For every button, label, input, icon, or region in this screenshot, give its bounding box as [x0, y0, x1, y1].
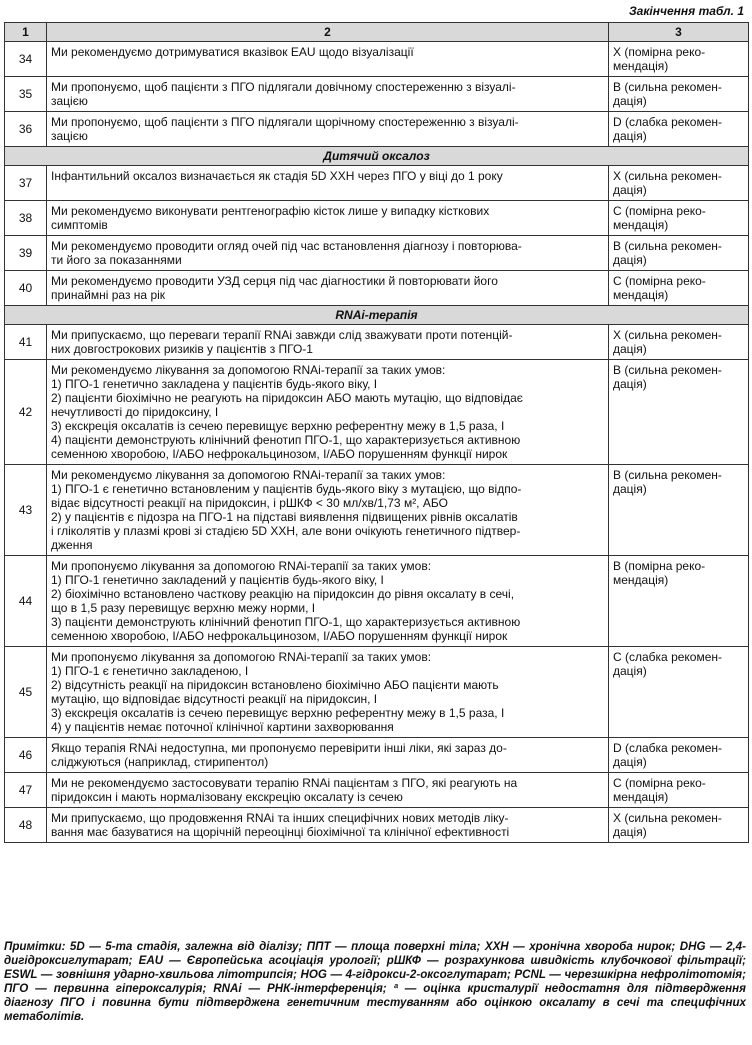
- recommendation-grade: [609, 77, 749, 112]
- recommendation-text: [47, 808, 609, 843]
- recommendation-line: семенною хворобою, І/АБО нефрокальцинозом, І/АБО порушенням функції нирок: [51, 629, 508, 643]
- grade-line: мендація): [613, 790, 669, 804]
- recommendation-grade: [609, 112, 749, 147]
- grade-line: X (сильна рекомен-: [613, 169, 722, 183]
- table-row: [5, 236, 749, 271]
- table-row: [5, 360, 749, 465]
- grade-line: дація): [613, 253, 647, 267]
- section-header-row: [5, 147, 749, 166]
- grade-line: X (сильна рекомен-: [613, 328, 722, 342]
- row-number: 39: [5, 236, 47, 271]
- table-row: [5, 465, 749, 556]
- recommendation-line: 2) біохімічно встановлено часткову реакцію на піридоксин до рівня оксалату в сечі,: [51, 587, 515, 601]
- recommendation-line: Ми рекомендуємо лікування за допомогою RNAi-терапії за таких умов:: [51, 363, 446, 377]
- recommendation-line: Якщо терапія RNAi недоступна, ми пропонуємо перевірити інші ліки, які зараз до-: [51, 741, 507, 755]
- recommendation-grade: [609, 808, 749, 843]
- recommendation-line: Інфантильний оксалоз визначається як стадія 5D ХХН через ПГО у віці до 1 року: [51, 169, 503, 183]
- recommendation-text: [47, 166, 609, 201]
- grade-line: B (сильна рекомен-: [613, 80, 722, 94]
- table-row: [5, 271, 749, 306]
- row-number: 43: [5, 465, 47, 556]
- table-row: [5, 112, 749, 147]
- recommendation-grade: [609, 360, 749, 465]
- table-row: [5, 201, 749, 236]
- table-row: [5, 738, 749, 773]
- recommendation-line: 2) у пацієнтів є підозра на ПГО-1 на підставі виявлення підвищених рівнів оксалатів: [51, 510, 518, 524]
- row-number: 35: [5, 77, 47, 112]
- table-notes: Примітки: 5D — 5-та стадія, залежна від діалізу; ППТ — площа поверхні тіла; ХХН — хронічна хвороба нирок; DHG — 2,4-дигідроксиглутарат; EAU — Європейська асоціація урології; рШКФ — розрахункова швидкість клубочкової фільтрації; ESWL — зовнішня ударно-хвильова літотрипсія; HOG — 4-гідрокси-2-оксоглутарат; PCNL — черезшкірна нефролітотомія; ПГО — первинна гіпероксалурія; RNAi — РНК-інтерференція; ª — оцінка кристалурії недостатня для підтвердження діагнозу ПГО і повинна бути підтверджена генетичним тестуванням або оцінкою оксалату в сечі та специфічних метаболітів.: [4, 940, 746, 1023]
- recommendation-grade: [609, 42, 749, 77]
- recommendation-line: що в 1,5 разу перевищує верхню межу норми, І: [51, 601, 316, 615]
- grade-line: D (слабка рекомен-: [613, 115, 723, 129]
- row-number: 47: [5, 773, 47, 808]
- recommendation-line: Ми пропонуємо, щоб пацієнти з ПГО підлягали довічному спостереженню з візуалі-: [51, 80, 516, 94]
- row-number: 38: [5, 201, 47, 236]
- grade-line: дація): [613, 183, 647, 197]
- recommendation-text: [47, 556, 609, 647]
- recommendation-grade: [609, 201, 749, 236]
- grade-line: C (помірна реко-: [613, 274, 706, 288]
- recommendation-line: 4) у пацієнтів немає поточної клінічної картини захворювання: [51, 720, 394, 734]
- recommendation-line: принаймні раз на рік: [51, 288, 166, 302]
- recommendation-line: 1) ПГО-1 генетично закладений у пацієнтів будь-якого віку, І: [51, 573, 384, 587]
- recommendation-line: мутацію, що відповідає відсутності реакції на піридоксин, І: [51, 692, 378, 706]
- table-row: [5, 556, 749, 647]
- grade-line: B (сильна рекомен-: [613, 363, 722, 377]
- column-header: 1: [5, 23, 47, 42]
- recommendation-text: [47, 738, 609, 773]
- recommendation-text: [47, 201, 609, 236]
- recommendation-grade: [609, 556, 749, 647]
- recommendation-text: [47, 647, 609, 738]
- row-number: 34: [5, 42, 47, 77]
- recommendation-line: Ми пропонуємо лікування за допомогою RNAi-терапії за таких умов:: [51, 650, 432, 664]
- recommendation-line: Ми рекомендуємо проводити УЗД серця під час діагностики й повторювати його: [51, 274, 498, 288]
- recommendation-line: сліджуються (наприклад, стирипентол): [51, 755, 269, 769]
- recommendation-grade: [609, 166, 749, 201]
- recommendation-text: [47, 773, 609, 808]
- recommendation-text: [47, 325, 609, 360]
- recommendation-grade: [609, 325, 749, 360]
- grade-line: дація): [613, 342, 647, 356]
- section-header-row: [5, 306, 749, 325]
- row-number: 44: [5, 556, 47, 647]
- recommendation-grade: [609, 271, 749, 306]
- grade-line: мендація): [613, 218, 669, 232]
- recommendation-line: 1) ПГО-1 генетично закладена у пацієнтів будь-якого віку, І: [51, 377, 378, 391]
- grade-line: мендація): [613, 288, 669, 302]
- grade-line: C (помірна реко-: [613, 776, 706, 790]
- recommendation-text: [47, 77, 609, 112]
- recommendation-line: Ми припускаємо, що продовження RNAi та інших специфічних нових методів ліку-: [51, 811, 509, 825]
- section-title: RNAi-терапія: [5, 306, 749, 325]
- table-row: [5, 647, 749, 738]
- recommendation-grade: [609, 647, 749, 738]
- grade-line: мендація): [613, 59, 669, 73]
- recommendation-grade: [609, 738, 749, 773]
- recommendation-line: нечутливості до піридоксину, І: [51, 405, 219, 419]
- recommendation-line: них довгострокових ризиків у пацієнтів з ПГО-1: [51, 342, 313, 356]
- row-number: 37: [5, 166, 47, 201]
- table-caption: Закінчення табл. 1: [628, 4, 744, 18]
- recommendations-table: [4, 22, 749, 843]
- recommendation-line: 2) відсутність реакції на піридоксин встановлено біохімічно АБО пацієнти мають: [51, 678, 499, 692]
- recommendation-grade: [609, 773, 749, 808]
- recommendation-line: 1) ПГО-1 є генетично закладеною, І: [51, 664, 249, 678]
- table-row: [5, 808, 749, 843]
- recommendation-line: піридоксин і мають нормалізовану екскрецію оксалату із сечею: [51, 790, 403, 804]
- grade-line: дація): [613, 377, 647, 391]
- recommendation-line: ти його за показаннями: [51, 253, 182, 267]
- recommendation-line: зацією: [51, 129, 88, 143]
- grade-line: D (слабка рекомен-: [613, 741, 723, 755]
- section-title: Дитячий оксалоз: [5, 147, 749, 166]
- recommendation-line: 4) пацієнти демонструють клінічний фенотип ПГО-1, що характеризується активною: [51, 433, 521, 447]
- recommendation-line: семенною хворобою, І/АБО нефрокальцинозом, І/АБО порушенням функції нирок: [51, 447, 508, 461]
- recommendation-line: 2) пацієнти біохімічно не реагують на піридоксин АБО мають мутацію, що відповідає: [51, 391, 523, 405]
- grade-line: B (сильна рекомен-: [613, 468, 722, 482]
- table-row: [5, 42, 749, 77]
- table-row: [5, 325, 749, 360]
- row-number: 40: [5, 271, 47, 306]
- recommendation-line: дження: [51, 538, 93, 552]
- recommendation-line: Ми рекомендуємо лікування за допомогою RNAi-терапії за таких умов:: [51, 468, 446, 482]
- recommendation-line: Ми пропонуємо лікування за допомогою RNAi-терапії за таких умов:: [51, 559, 432, 573]
- recommendation-grade: [609, 465, 749, 556]
- row-number: 48: [5, 808, 47, 843]
- recommendation-line: Ми рекомендуємо виконувати рентгенографію кісток лише у випадку кісткових: [51, 204, 490, 218]
- recommendation-line: симптомів: [51, 218, 108, 232]
- grade-line: дація): [613, 129, 647, 143]
- table-row: [5, 166, 749, 201]
- grade-line: мендація): [613, 573, 669, 587]
- row-number: 41: [5, 325, 47, 360]
- grade-line: B (помірна реко-: [613, 559, 706, 573]
- column-header: 3: [609, 23, 749, 42]
- row-number: 42: [5, 360, 47, 465]
- grade-line: дація): [613, 482, 647, 496]
- recommendation-line: Ми не рекомендуємо застосовувати терапію RNAi пацієнтам з ПГО, які реагують на: [51, 776, 518, 790]
- recommendation-line: 3) екскреція оксалатів із сечею перевищує верхню референтну межу в 1,5 раза, І: [51, 706, 505, 720]
- table-row: [5, 77, 749, 112]
- recommendation-line: зацією: [51, 94, 88, 108]
- grade-line: C (слабка рекомен-: [613, 650, 723, 664]
- recommendation-line: вання має базуватися на щорічній переоцінці біохімічної та клінічної ефективності: [51, 825, 510, 839]
- recommendation-text: [47, 42, 609, 77]
- recommendation-line: Ми рекомендуємо дотримуватися вказівок EAU щодо візуалізації: [51, 45, 414, 59]
- recommendation-line: Ми рекомендуємо проводити огляд очей під час встановлення діагнозу і повторюва-: [51, 239, 522, 253]
- column-header: 2: [47, 23, 609, 42]
- table-header-row: [5, 23, 749, 42]
- grade-line: дація): [613, 825, 647, 839]
- recommendation-text: [47, 112, 609, 147]
- grade-line: X (помірна реко-: [613, 45, 706, 59]
- recommendation-text: [47, 465, 609, 556]
- recommendation-line: Ми припускаємо, що переваги терапії RNAi завжди слід зважувати проти потенцій-: [51, 328, 513, 342]
- grade-line: B (сильна рекомен-: [613, 239, 722, 253]
- grade-line: C (помірна реко-: [613, 204, 706, 218]
- recommendation-line: Ми пропонуємо, щоб пацієнти з ПГО підлягали щорічному спостереженню з візуалі-: [51, 115, 519, 129]
- recommendation-line: 1) ПГО-1 є генетично встановленим у пацієнтів будь-якого віку з мутацією, що відпо-: [51, 482, 522, 496]
- recommendation-line: 3) пацієнти демонструють клінічний фенотип ПГО-1, що характеризується активною: [51, 615, 521, 629]
- recommendation-text: [47, 236, 609, 271]
- row-number: 45: [5, 647, 47, 738]
- recommendation-line: і гліколятів у плазмі крові зі стадією 5D ХХН, але вони очікують генетичного підтвер-: [51, 524, 521, 538]
- grade-line: дація): [613, 94, 647, 108]
- table-row: [5, 773, 749, 808]
- row-number: 36: [5, 112, 47, 147]
- recommendation-grade: [609, 236, 749, 271]
- recommendation-line: 3) екскреція оксалатів із сечею перевищує верхню референтну межу в 1,5 раза, І: [51, 419, 505, 433]
- recommendation-line: відає відсутності реакції на піридоксин, і рШКФ < 30 мл/хв/1,73 м², АБО: [51, 496, 448, 510]
- grade-line: дація): [613, 755, 647, 769]
- grade-line: X (сильна рекомен-: [613, 811, 722, 825]
- grade-line: дація): [613, 664, 647, 678]
- recommendation-text: [47, 271, 609, 306]
- row-number: 46: [5, 738, 47, 773]
- recommendation-text: [47, 360, 609, 465]
- table-body: [5, 42, 749, 843]
